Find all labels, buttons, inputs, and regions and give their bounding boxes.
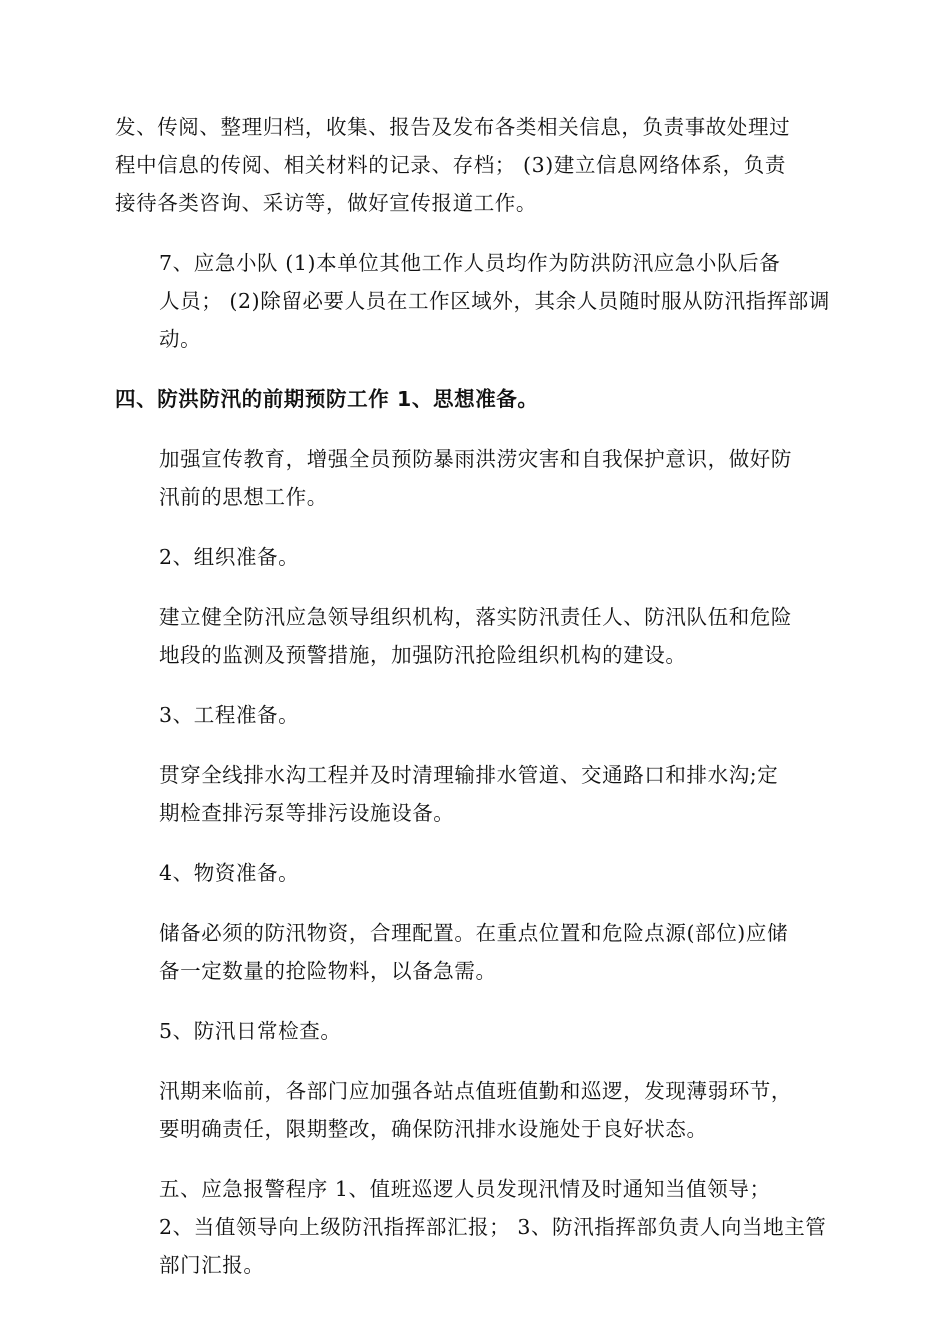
body-paragraph: [115, 108, 835, 222]
text-line: 2、组织准备。: [159, 545, 300, 569]
text-line: 5、防汛日常检查。: [159, 1019, 342, 1043]
body-paragraph: [115, 440, 835, 516]
body-paragraph: [115, 1072, 835, 1148]
text-line: 五、应急报警程序 1、值班巡逻人员发现汛情及时通知当值领导；: [159, 1177, 771, 1201]
text-line: 7、应急小队 (1)本单位其他工作人员均作为防洪防汛应急小队后备: [159, 251, 781, 275]
body-paragraph: [115, 854, 835, 892]
text-line: 建立健全防汛应急领导组织机构，落实防汛责任人、防汛队伍和危险: [159, 605, 792, 629]
text-line: 发、传阅、整理归档，收集、报告及发布各类相关信息，负责事故处理过: [115, 115, 791, 139]
text-line: 备一定数量的抢险物料，以备急需。: [159, 959, 497, 983]
text-line: 汛前的思想工作。: [159, 485, 328, 509]
text-line: 接待各类咨询、采访等，做好宣传报道工作。: [115, 191, 537, 215]
body-paragraph: [115, 1170, 835, 1284]
text-line: 3、工程准备。: [159, 703, 300, 727]
text-line: 动。: [159, 327, 202, 351]
section-heading: [115, 380, 835, 418]
body-paragraph: [115, 914, 835, 990]
text-line: 部门汇报。: [159, 1253, 265, 1277]
body-paragraph: [115, 756, 835, 832]
text-line: 地段的监测及预警措施，加强防汛抢险组织机构的建设。: [159, 643, 687, 667]
text-line: 2、当值领导向上级防汛指挥部汇报； 3、防汛指挥部负责人向当地主管: [159, 1215, 827, 1239]
text-line: 要明确责任，限期整改，确保防汛排水设施处于良好状态。: [159, 1117, 708, 1141]
body-paragraph: [115, 598, 835, 674]
text-line: 程中信息的传阅、相关材料的记录、存档； (3)建立信息网络体系，负责: [115, 153, 786, 177]
text-line: 四、防洪防汛的前期预防工作 1、思想准备。: [115, 387, 539, 411]
body-paragraph: [115, 696, 835, 734]
text-line: 储备必须的防汛物资，合理配置。在重点位置和危险点源(部位)应储: [159, 921, 789, 945]
text-line: 4、物资准备。: [159, 861, 300, 885]
text-line: 加强宣传教育，增强全员预防暴雨洪涝灾害和自我保护意识，做好防: [159, 447, 792, 471]
body-paragraph: [115, 538, 835, 576]
text-line: 期检查排污泵等排污设施设备。: [159, 801, 455, 825]
text-line: 汛期来临前，各部门应加强各站点值班值勤和巡逻，发现薄弱环节，: [159, 1079, 792, 1103]
text-line: 人员； (2)除留必要人员在工作区域外，其余人员随时服从防汛指挥部调: [159, 289, 830, 313]
body-paragraph: [115, 244, 835, 358]
body-paragraph: [115, 1012, 835, 1050]
document-page: [115, 108, 835, 1306]
text-line: 贯穿全线排水沟工程并及时清理输排水管道、交通路口和排水沟;定: [159, 763, 779, 787]
